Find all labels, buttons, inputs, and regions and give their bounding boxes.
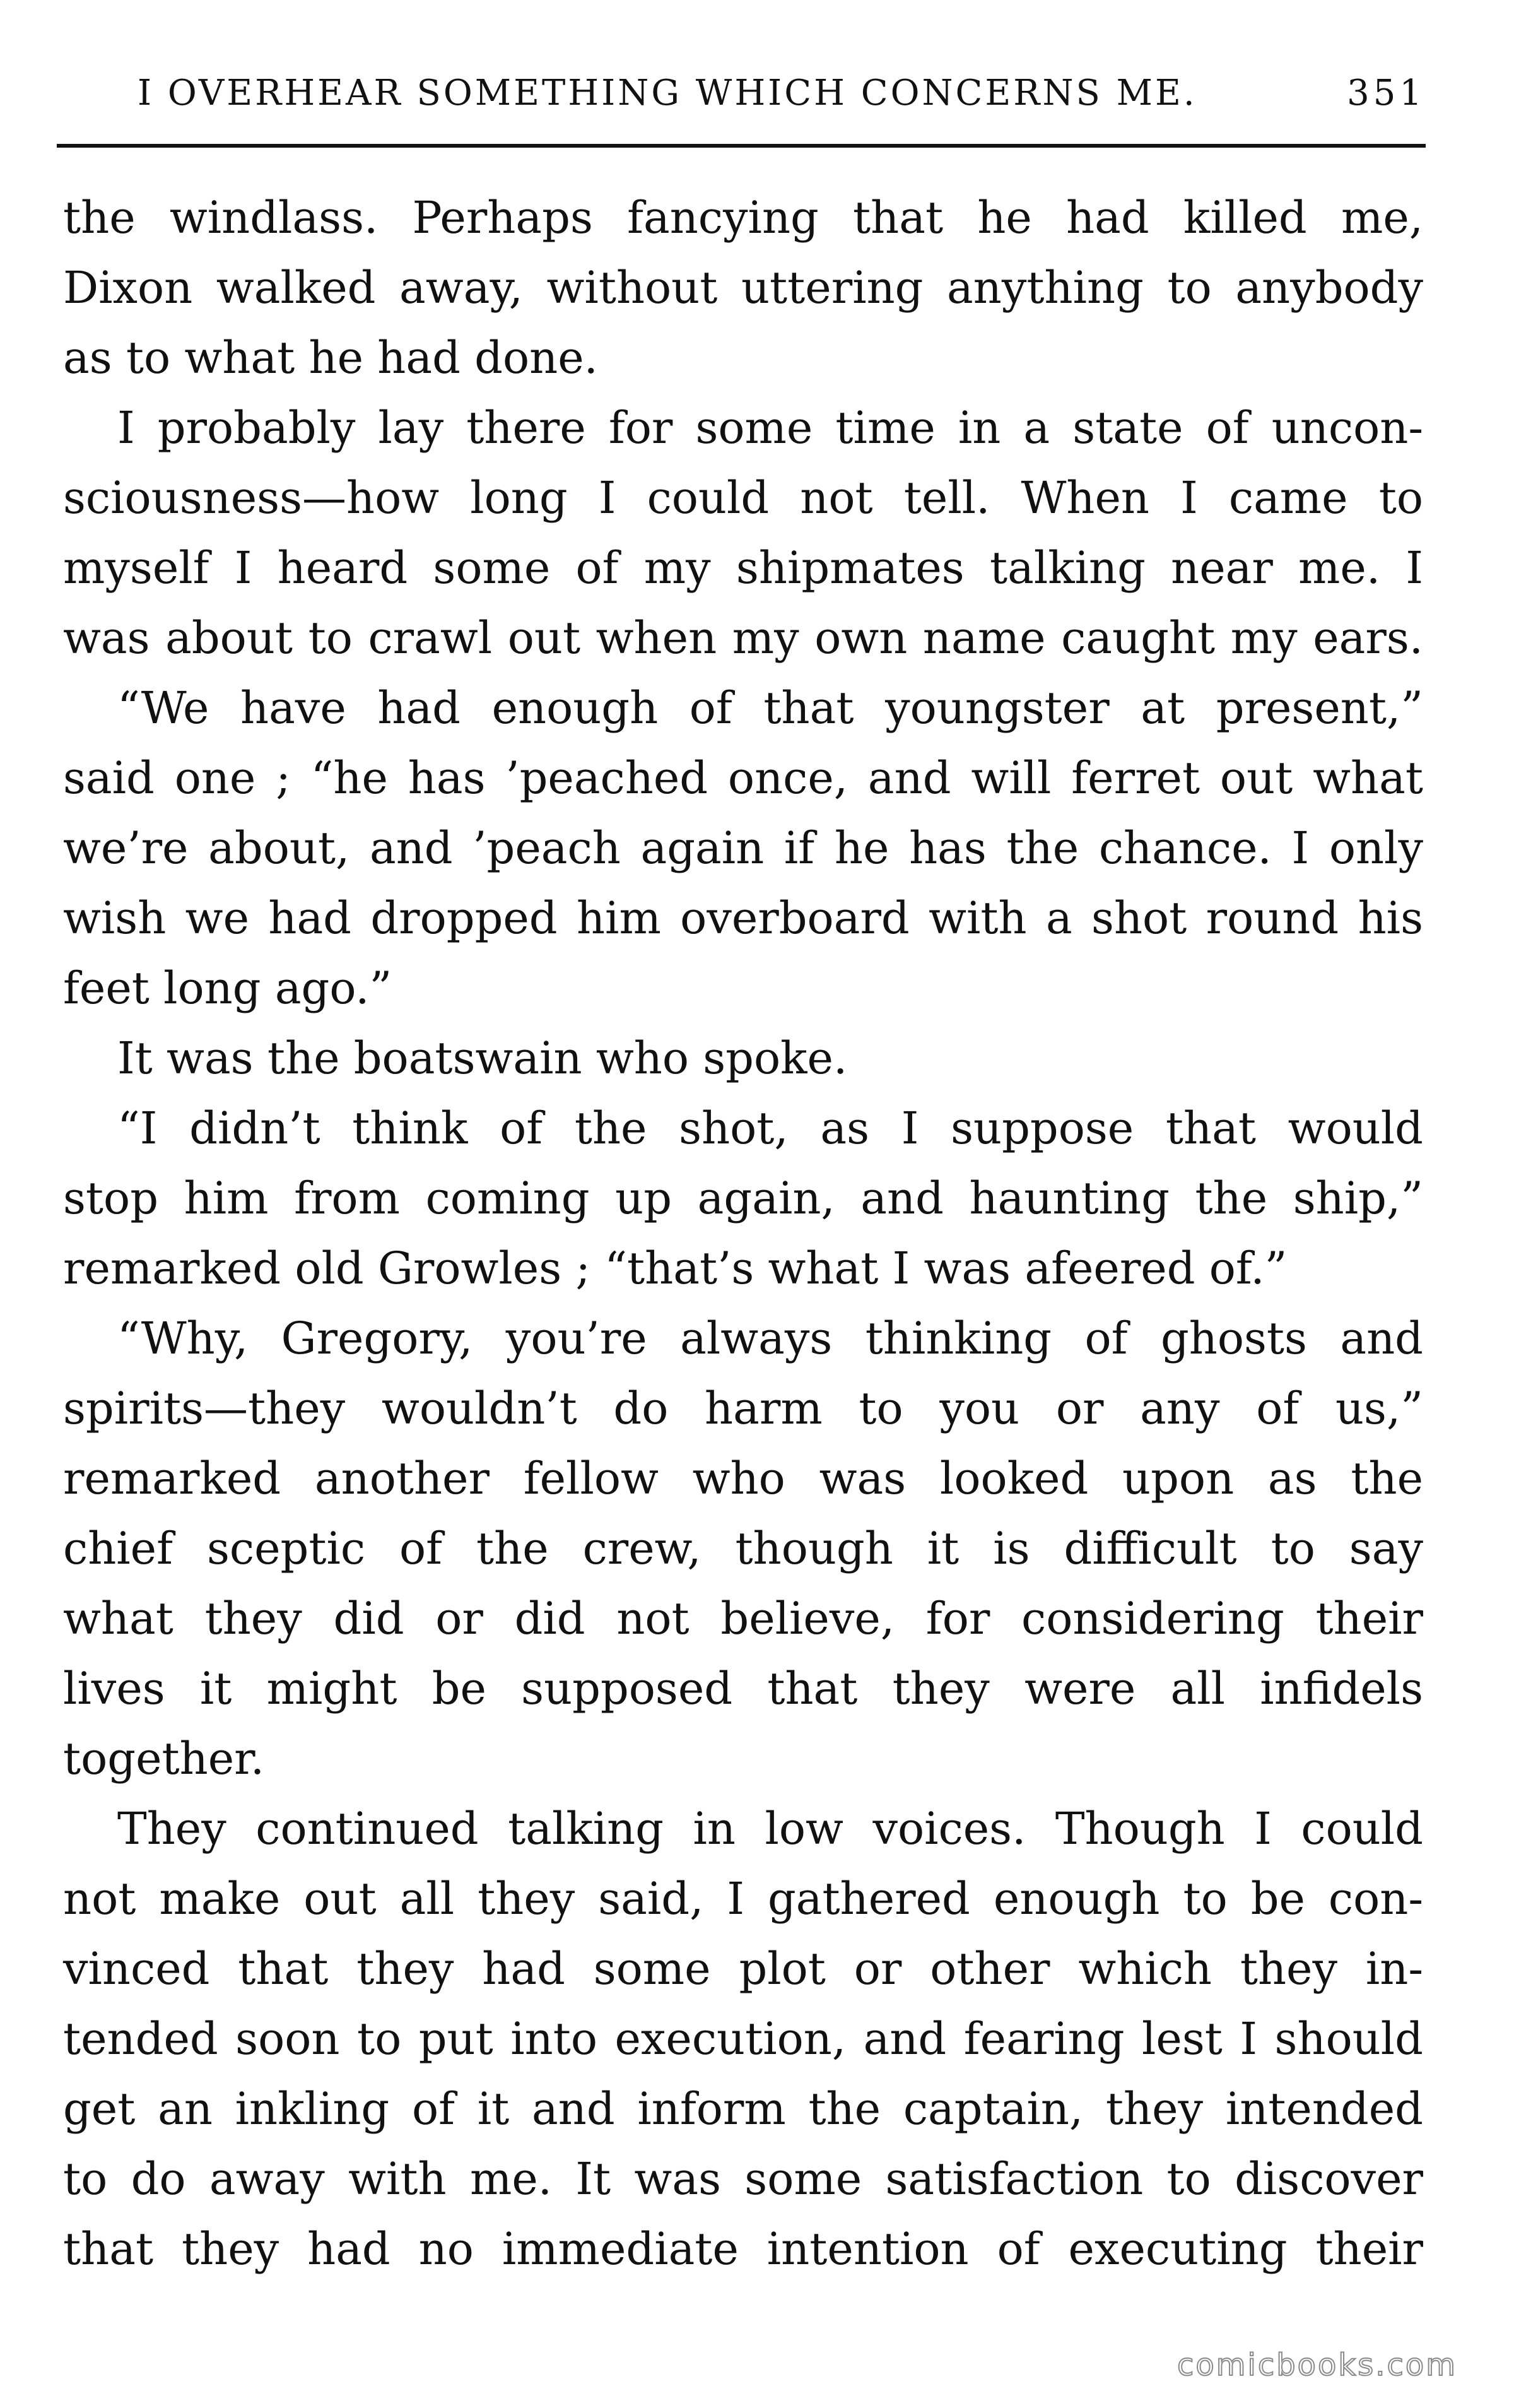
paragraph [63, 393, 1423, 673]
paragraph [63, 183, 1423, 393]
text-line: we’re about, and ’peach again if he has the chance. I only [63, 822, 1423, 874]
text-line: It was the boatswain who spoke. [117, 1032, 848, 1084]
text-line: “We have had enough of that youngster at present,” [117, 682, 1423, 734]
paragraph [63, 1794, 1423, 2284]
text-line: lives it might be supposed that they were all infidels [63, 1663, 1423, 1715]
paragraph [63, 1024, 1423, 1094]
text-line: myself I heard some of my shipmates talking near me. I [63, 542, 1423, 594]
text-line: get an inkling of it and inform the captain, they intended [63, 2083, 1423, 2135]
header-rule [57, 144, 1426, 148]
text-line: remarked another fellow who was looked upon as the [63, 1453, 1423, 1504]
chapter-title: I OVERHEAR SOMETHING WHICH CONCERNS ME. [138, 73, 1197, 114]
text-line: Dixon walked away, without uttering anything to anybody [63, 262, 1423, 314]
text-line: They continued talking in low voices. Though I could [117, 1803, 1423, 1855]
text-line: spirits—they wouldn’t do harm to you or any of us,” [63, 1383, 1423, 1434]
text-line: as to what he had done. [63, 332, 598, 384]
body-text [63, 183, 1423, 2284]
paragraph [63, 673, 1423, 1024]
text-line: feet long ago.” [63, 962, 392, 1014]
text-line: wish we had dropped him overboard with a shot round his [63, 892, 1423, 944]
watermark: comicbooks.com [1177, 2347, 1457, 2383]
paragraph [63, 1094, 1423, 1304]
text-line: together. [63, 1733, 265, 1785]
text-line: the windlass. Perhaps fancying that he had killed me, [63, 192, 1423, 244]
text-line: “I didn’t think of the shot, as I suppose that would [117, 1102, 1423, 1154]
text-line: I probably lay there for some time in a state of uncon- [117, 402, 1423, 454]
paragraph [63, 1304, 1423, 1794]
text-line: to do away with me. It was some satisfaction to discover [63, 2153, 1423, 2205]
text-line: said one ; “he has ’peached once, and will ferret out what [63, 752, 1423, 804]
text-line: “Why, Gregory, you’re always thinking of ghosts and [117, 1313, 1423, 1364]
text-line: not make out all they said, I gathered enough to be con- [63, 1873, 1423, 1925]
text-line: stop him from coming up again, and haunting the ship,” [63, 1172, 1423, 1224]
running-head [126, 56, 1426, 131]
text-line: was about to crawl out when my own name caught my ears. [63, 612, 1423, 664]
text-line: sciousness—how long I could not tell. When I came to [63, 472, 1423, 524]
page-number: 351 [1347, 73, 1426, 114]
text-line: remarked old Growles ; “that’s what I was afeered of.” [63, 1242, 1288, 1294]
text-line: that they had no immediate intention of executing their [63, 2223, 1423, 2275]
text-line: tended soon to put into execution, and fearing lest I should [63, 2013, 1423, 2065]
text-line: vinced that they had some plot or other which they in- [63, 1943, 1423, 1995]
text-line: chief sceptic of the crew, though it is difficult to say [63, 1523, 1423, 1574]
text-line: what they did or did not believe, for considering their [63, 1593, 1423, 1644]
